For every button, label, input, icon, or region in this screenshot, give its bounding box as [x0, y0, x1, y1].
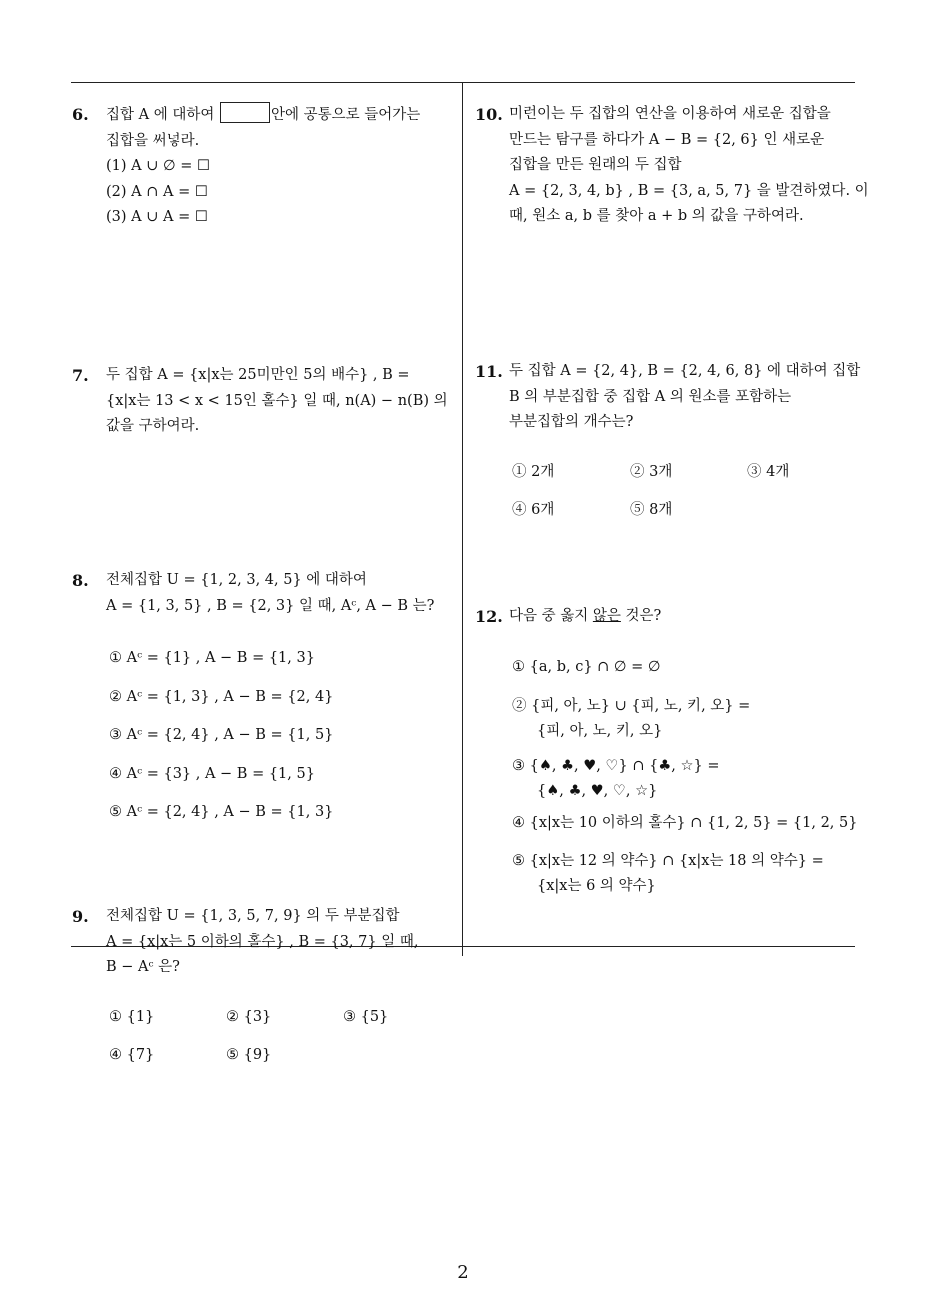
question-6: [72, 102, 452, 231]
question-9: [72, 904, 452, 981]
top-rule: [71, 82, 855, 83]
choice-option-continuation: {x|x는 6 의 약수}: [537, 878, 656, 894]
question-text: 집합을 만든 원래의 두 집합: [509, 157, 682, 173]
question-text: 두 집합 A = {x|x는 25미만인 5의 배수} , B =: [106, 367, 410, 383]
choice-option[interactable]: ④ Aᶜ = {3} , A − B = {1, 5}: [109, 766, 315, 782]
question-text: B 의 부분집합 중 집합 A 의 원소를 포함하는: [509, 388, 792, 405]
question-text: 전체집합 U = {1, 3, 5, 7, 9} 의 두 부분집합: [106, 908, 400, 924]
choice-option[interactable]: ③ {5}: [343, 1009, 389, 1025]
question-number: 12.: [475, 607, 503, 626]
question-number: 8.: [72, 571, 89, 590]
choice-option[interactable]: ③ Aᶜ = {2, 4} , A − B = {1, 5}: [109, 727, 334, 743]
question-text: 만드는 탐구를 하다가 A − B = {2, 6} 인 새로운: [509, 131, 825, 148]
choice-option[interactable]: ③ 4개: [747, 464, 790, 480]
choice-option-continuation: {♠, ♣, ♥, ♡, ☆}: [537, 783, 658, 799]
question-text: 때, 원소 a, b 를 찾아 a + b 의 값을 구하여라.: [509, 208, 804, 224]
choice-option[interactable]: ② Aᶜ = {1, 3} , A − B = {2, 4}: [109, 689, 334, 705]
choice-option[interactable]: ⑤ {x|x는 12 의 약수} ∩ {x|x는 18 의 약수} =: [512, 853, 824, 869]
question-text: B − Aᶜ 은?: [106, 959, 180, 975]
choice-option-continuation: {피, 아, 노, 키, 오}: [537, 723, 663, 739]
question-text: 집합을 써넣라.: [106, 132, 200, 149]
choice-option[interactable]: ① Aᶜ = {1} , A − B = {1, 3}: [109, 650, 315, 666]
choice-option[interactable]: ① 2개: [512, 464, 555, 480]
blank-box: [220, 102, 270, 123]
choice-option[interactable]: ④ {x|x는 10 이하의 홀수} ∩ {1, 2, 5} = {1, 2, 5}: [512, 815, 858, 831]
choice-option[interactable]: ⑤ Aᶜ = {2, 4} , A − B = {1, 3}: [109, 804, 334, 820]
question-8: [72, 568, 452, 619]
choice-option[interactable]: ⑤ {9}: [226, 1047, 272, 1063]
question-text: A = {1, 3, 5} , B = {2, 3} 일 때, Aᶜ, A − B 는?: [106, 597, 435, 614]
choice-option[interactable]: ④ 6개: [512, 502, 555, 518]
question-number: 6.: [72, 105, 89, 124]
question-text: 두 집합 A = {2, 4}, B = {2, 4, 6, 8} 에 대하여 집합: [509, 363, 861, 379]
underlined-emphasis: 않은: [592, 608, 621, 624]
choice-option[interactable]: ② {3}: [226, 1009, 272, 1025]
question-text: 부분집합의 개수는?: [509, 414, 634, 430]
question-text: 다음 중 옳지: [509, 608, 593, 624]
question-text: 전체집합 U = {1, 2, 3, 4, 5} 에 대하여: [106, 572, 367, 588]
question-number: 9.: [72, 907, 89, 926]
choice-option[interactable]: ② {피, 아, 노} ∪ {피, 노, 키, 오} =: [512, 698, 751, 714]
question-number: 11.: [475, 362, 503, 381]
question-text: 미런이는 두 집합의 연산을 이용하여 새로운 집합을: [509, 106, 831, 122]
column-divider: [462, 82, 463, 956]
question-text: 것은?: [620, 608, 662, 624]
question-12: [475, 604, 855, 630]
page-number: 2: [457, 1262, 469, 1283]
choice-option[interactable]: ⑤ 8개: [630, 502, 673, 518]
question-10: [475, 102, 869, 230]
choice-option[interactable]: ④ {7}: [109, 1047, 155, 1063]
sub-item: (2) A ∩ A = ☐: [106, 183, 208, 200]
question-text: 안에 공통으로 들어가는: [270, 107, 421, 123]
question-text: 집합 A 에 대하여: [106, 107, 215, 123]
question-text: A = {2, 3, 4, b} , B = {3, a, 5, 7} 을 발견하였다. 이: [509, 182, 869, 199]
choice-option[interactable]: ① {a, b, c} ∩ ∅ = ∅: [512, 659, 661, 675]
question-text: {x|x는 13 < x < 15인 홀수} 일 때, n(A) − n(B) 의: [106, 392, 448, 409]
question-number: 10.: [475, 105, 503, 124]
choice-option[interactable]: ② 3개: [630, 464, 673, 480]
choice-option[interactable]: ① {1}: [109, 1009, 155, 1025]
question-number: 7.: [72, 366, 89, 385]
question-11: [475, 359, 861, 436]
sub-item: (3) A ∪ A = ☐: [106, 209, 208, 225]
choice-option[interactable]: ③ {♠, ♣, ♥, ♡} ∩ {♣, ☆} =: [512, 758, 720, 774]
sub-item: (1) A ∪ ∅ = ☐: [106, 158, 210, 174]
question-text: 값을 구하여라.: [106, 418, 200, 434]
question-text: A = {x|x는 5 이하의 홀수} , B = {3, 7} 일 때,: [106, 933, 419, 950]
question-7: [72, 363, 452, 440]
